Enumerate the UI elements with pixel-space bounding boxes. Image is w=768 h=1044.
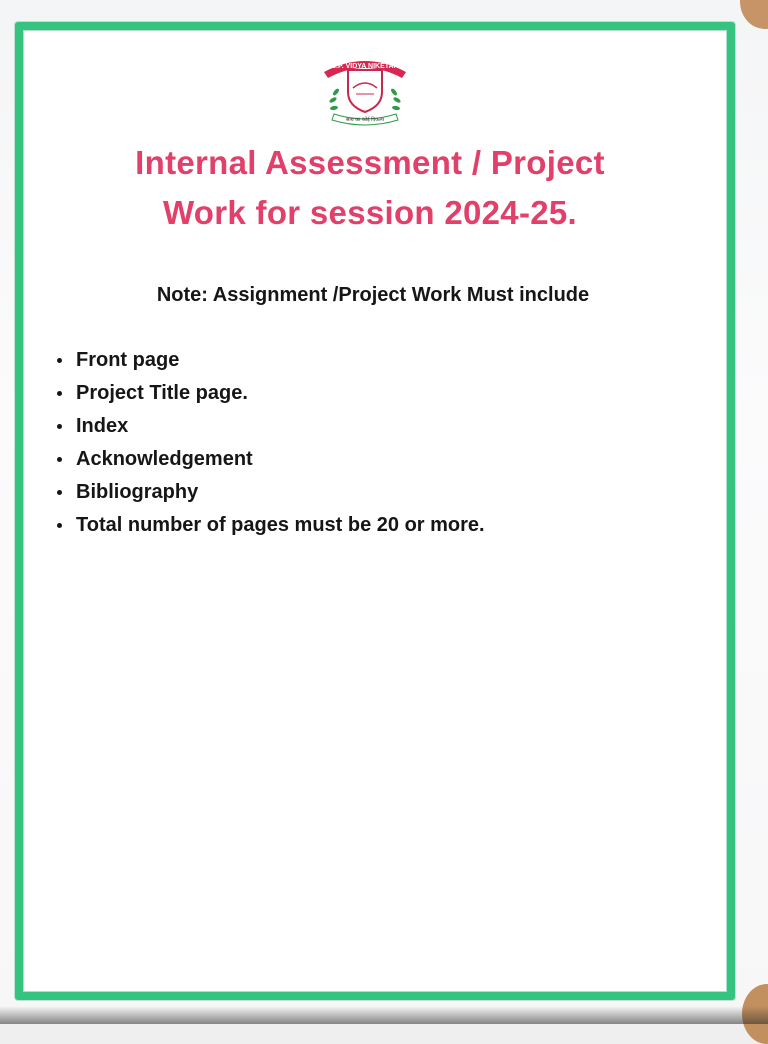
list-item-label: Front page [76,349,180,371]
list-item [54,412,485,445]
bullet-icon [57,358,62,363]
thumb [740,0,768,29]
photo-edge-shadow [0,1006,768,1024]
heading-line-1: Internal Assessment / Project [135,144,605,181]
heading-line-2: Work for session 2024-25. [162,194,578,231]
requirements-list [54,346,485,544]
list-item-label: Acknowledgement [76,448,253,470]
list-item-label: Total number of pages must be 20 or more. [76,514,485,536]
note-text: Note: Assignment /Project Work Must include [156,284,590,306]
list-item [54,346,485,379]
bullet-icon [57,490,62,495]
list-item-label: Bibliography [76,481,199,503]
svg-text:सत्य का कोई विकल्प: सत्य का कोई विकल्प [345,117,385,123]
bullet-icon [57,391,62,396]
bullet-icon [57,457,62,462]
school-crest-icon [318,50,412,126]
svg-text:S.P. VIDYA NIKETAN: S.P. VIDYA NIKETAN [331,63,399,70]
list-item [54,379,485,412]
list-item-label: Index [76,415,129,437]
bullet-icon [57,424,62,429]
list-item [54,445,485,478]
list-item-label: Project Title page. [76,382,248,404]
list-item [54,511,485,544]
bullet-icon [57,523,62,528]
list-item [54,478,485,511]
